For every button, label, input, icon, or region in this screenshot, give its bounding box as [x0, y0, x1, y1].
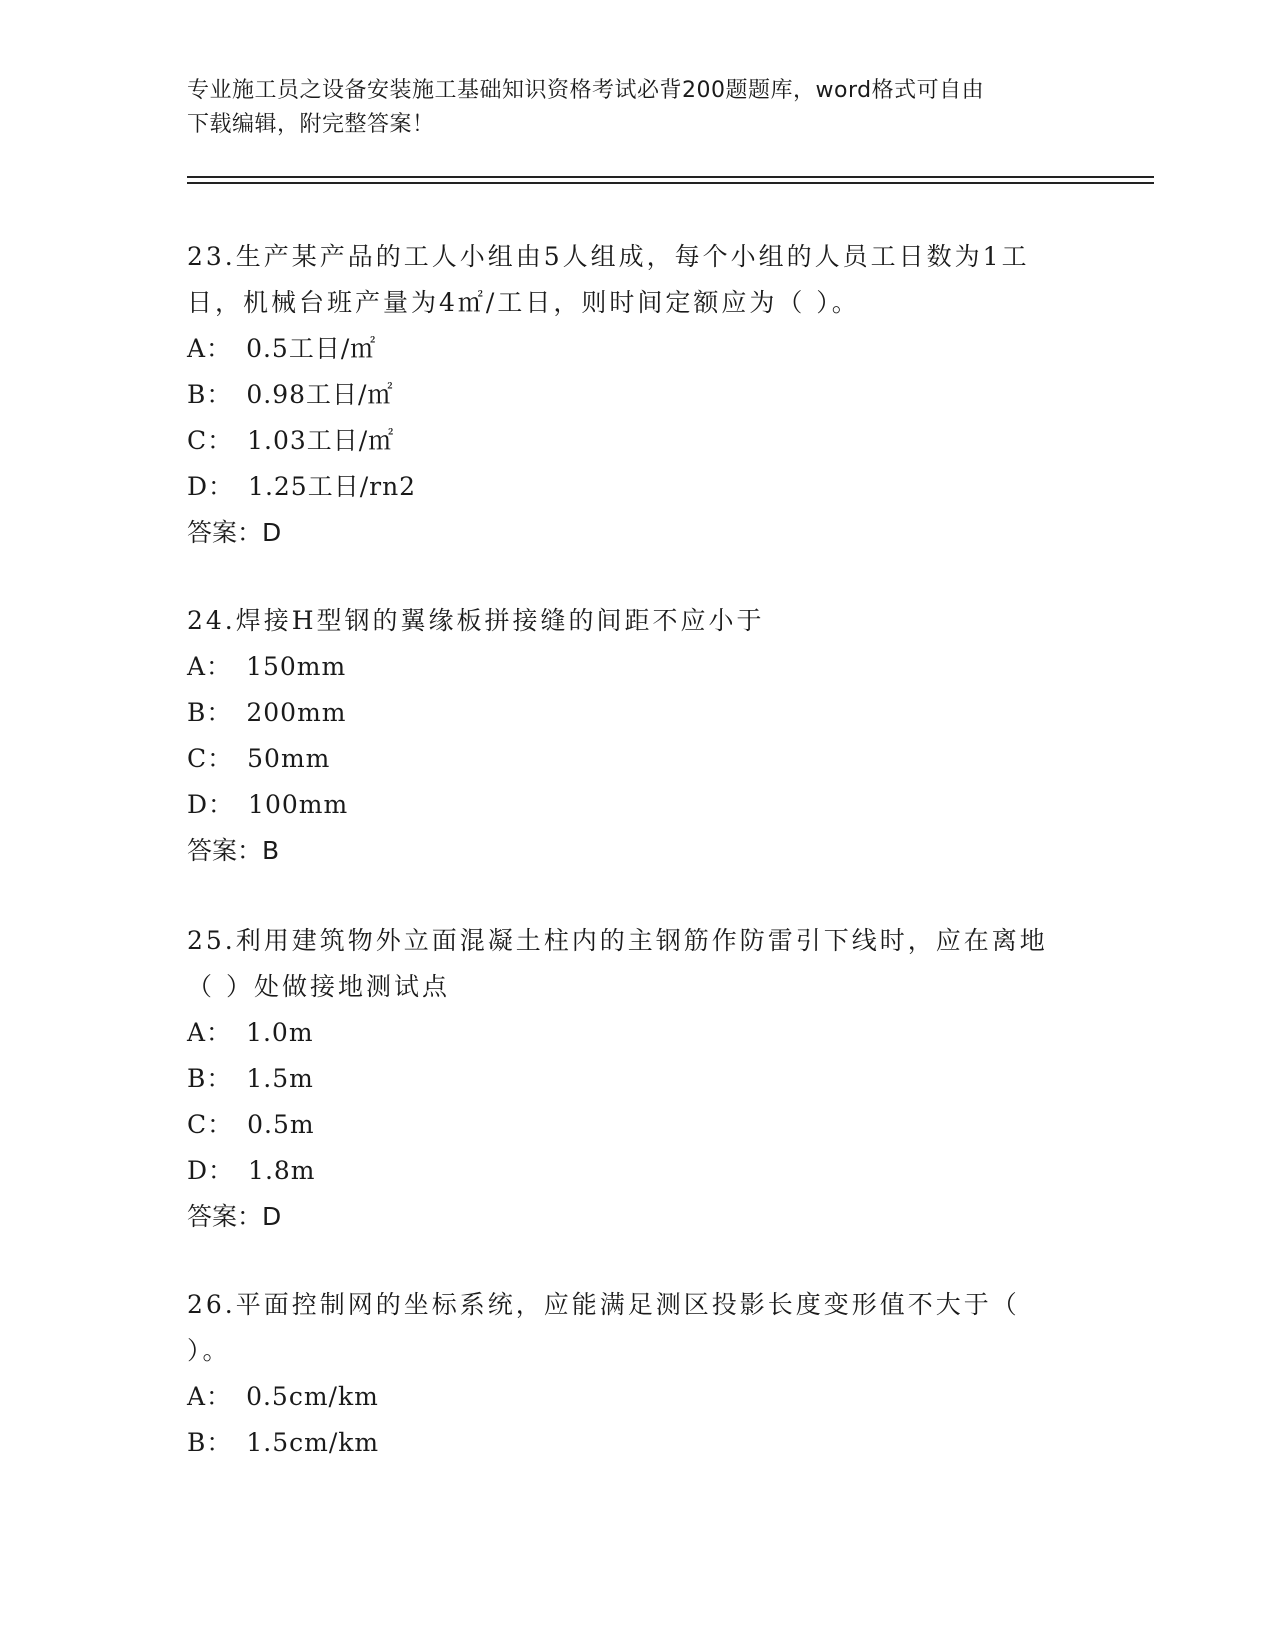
option-c — [187, 1102, 1087, 1148]
option-a — [187, 644, 1087, 690]
option-value: 100mm — [248, 790, 349, 819]
option-value: 0.5cm/km — [246, 1382, 379, 1411]
answer-line: 答案：B — [187, 836, 280, 865]
option-label: B： — [187, 698, 233, 727]
option-value: 50mm — [247, 744, 331, 773]
option-value: 200mm — [246, 698, 347, 727]
option-label: D： — [187, 472, 235, 501]
answer-line: 答案：D — [187, 518, 282, 547]
option-value: 1.0m — [246, 1018, 314, 1047]
header-divider-top — [187, 176, 1154, 178]
option-b — [187, 1420, 1087, 1466]
question-stem-line-1: 25.利用建筑物外立面混凝土柱内的主钢筋作防雷引下线时，应在离地 — [187, 926, 1048, 955]
option-label: B： — [187, 1428, 233, 1457]
option-label: C： — [187, 426, 234, 455]
option-d — [187, 464, 1087, 510]
option-label: C： — [187, 1110, 234, 1139]
option-label: A： — [187, 1018, 233, 1047]
option-value: 1.25工日/rn2 — [248, 472, 417, 501]
question-25 — [187, 918, 1087, 1240]
option-b — [187, 372, 1087, 418]
option-a — [187, 1010, 1087, 1056]
option-value: 1.8m — [248, 1156, 316, 1185]
question-stem-line-2: ）。 — [187, 1336, 231, 1365]
question-23 — [187, 234, 1087, 556]
option-d — [187, 782, 1087, 828]
option-c — [187, 418, 1087, 464]
header-line-1: 专业施工员之设备安装施工基础知识资格考试必背200题题库，word格式可自由 — [187, 78, 985, 103]
option-value: 1.5cm/km — [246, 1428, 380, 1457]
option-a — [187, 326, 1087, 372]
option-label: A： — [187, 334, 233, 363]
question-26 — [187, 1282, 1087, 1466]
option-label: D： — [187, 1156, 235, 1185]
header-line-2: 下载编辑，附完整答案！ — [187, 112, 435, 137]
option-d — [187, 1148, 1087, 1194]
option-value: 0.5m — [247, 1110, 315, 1139]
option-value: 150mm — [246, 652, 347, 681]
option-b — [187, 690, 1087, 736]
option-label: A： — [187, 1382, 233, 1411]
question-stem-line-1: 23.生产某产品的工人小组由5人组成，每个小组的人员工日数为1工 — [187, 242, 1030, 271]
document-header — [187, 74, 1087, 142]
option-value: 1.03工日/㎡ — [247, 426, 395, 455]
option-a — [187, 1374, 1087, 1420]
option-label: B： — [187, 1064, 233, 1093]
option-label: D： — [187, 790, 235, 819]
option-b — [187, 1056, 1087, 1102]
option-value: 0.98工日/㎡ — [246, 380, 394, 409]
option-label: C： — [187, 744, 234, 773]
question-24 — [187, 598, 1087, 874]
option-value: 0.5工日/㎡ — [246, 334, 377, 363]
question-stem-line-2: （ ）处做接地测试点 — [187, 972, 450, 1001]
answer-line: 答案：D — [187, 1202, 282, 1231]
question-stem-line-2: 日，机械台班产量为4㎡/工日，则时间定额应为（ ）。 — [187, 288, 860, 317]
option-value: 1.5m — [246, 1064, 314, 1093]
option-label: A： — [187, 652, 233, 681]
header-divider-bottom — [187, 182, 1154, 184]
question-stem-line-1: 24.焊接H型钢的翼缘板拼接缝的间距不应小于 — [187, 606, 765, 635]
question-stem-line-1: 26.平面控制网的坐标系统，应能满足测区投影长度变形值不大于（ — [187, 1290, 1020, 1319]
option-c — [187, 736, 1087, 782]
option-label: B： — [187, 380, 233, 409]
